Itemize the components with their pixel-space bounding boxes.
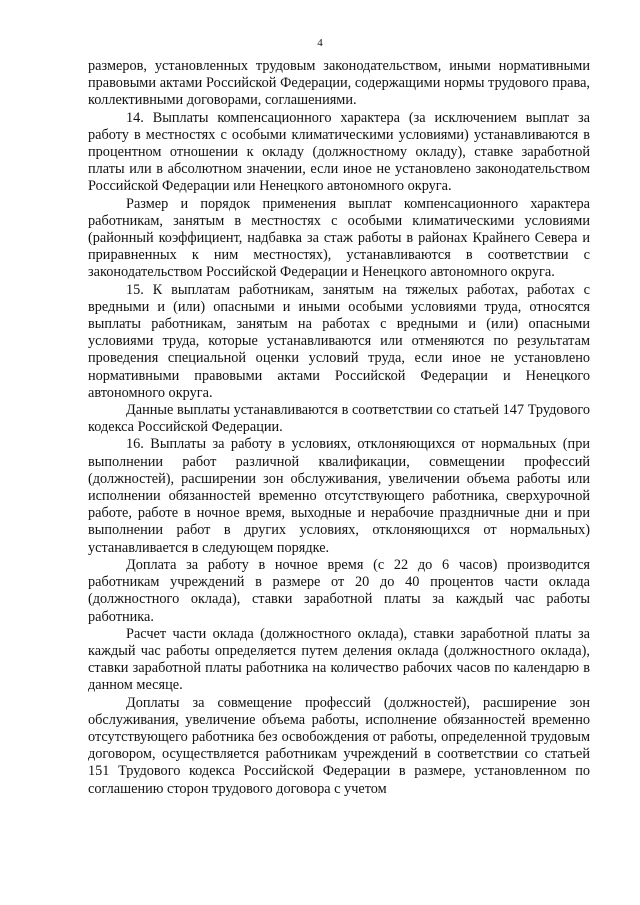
paragraph-combination-duties: Доплаты за совмещение профессий (должностей), расширение зон обслуживания, увеличение объема работы, исполнение обязанностей временно отсутствующего работника без освобождения от работы, определенной трудовым договором, осуществляется работникам учреждений в соответствии со статьей 151 Трудового кодекса Российской Федерации в размере, установленном по соглашению сторон трудового договора с учетом: [88, 694, 590, 797]
paragraph-regional-allowances: Размер и порядок применения выплат компенсационного характера работникам, занятым в местностях с особыми климатическими условиями (районный коэффициент, надбавка за стаж работы в районах Крайнего Севера и приравненных к ним местностях), устанавливаются в соответствии с законодательством Российской Федерации и Ненецкого автономного округа.: [88, 195, 590, 281]
paragraph-night-work: Доплата за работу в ночное время (с 22 до 6 часов) производится работникам учреждений в размере от 20 до 40 процентов части оклада (должностного оклада), ставки заработной платы за каждый час работы работника.: [88, 556, 590, 625]
paragraph-item-15: 15. К выплатам работникам, занятым на тяжелых работах, работах с вредными и (или) опасными и иными особыми условиями труда, относятся выплаты работникам, занятым на работах с вредными и (или) опасными условиями труда, которые устанавливаются или отменяются по результатам проведения специальной оценки условий труда, если иное не установлено нормативными правовыми актами Российской Федерации и Ненецкого автономного округа.: [88, 281, 590, 401]
paragraph-item-16: 16. Выплаты за работу в условиях, отклоняющихся от нормальных (при выполнении работ различной квалификации, совмещении профессий (должностей), расширении зон обслуживания, увеличении объема работы или исполнении обязанностей временно отсутствующего работника, сверхурочной работе, работе в ночное время, выходные и нерабочие праздничные дни и при выполнении работ в других условиях, отклоняющихся от нормальных) устанавливается в следующем порядке.: [88, 436, 590, 556]
page-number: 4: [317, 37, 323, 49]
paragraph-continuation: размеров, установленных трудовым законодательством, иными нормативными правовыми актами Российской Федерации, содержащими нормы трудового права, коллективными договорами, соглашениями.: [88, 58, 590, 109]
paragraph-article-147: Данные выплаты устанавливаются в соответствии со статьей 147 Трудового кодекса Российской Федерации.: [88, 402, 590, 436]
document-body: [88, 58, 590, 798]
paragraph-hourly-rate: Расчет части оклада (должностного оклада), ставки заработной платы за каждый час работы определяется путем деления оклада (должностного оклада), ставки заработной платы работника на количество рабочих часов по календарю в данном месяце.: [88, 625, 590, 694]
paragraph-item-14: 14. Выплаты компенсационного характера (за исключением выплат за работу в местностях с особыми климатическими условиями) устанавливаются в процентном отношении к окладу (должностному окладу), ставке заработной платы или в абсолютном значении, если иное не установлено законодательством Российской Федерации или Ненецкого автономного округа.: [88, 109, 590, 195]
